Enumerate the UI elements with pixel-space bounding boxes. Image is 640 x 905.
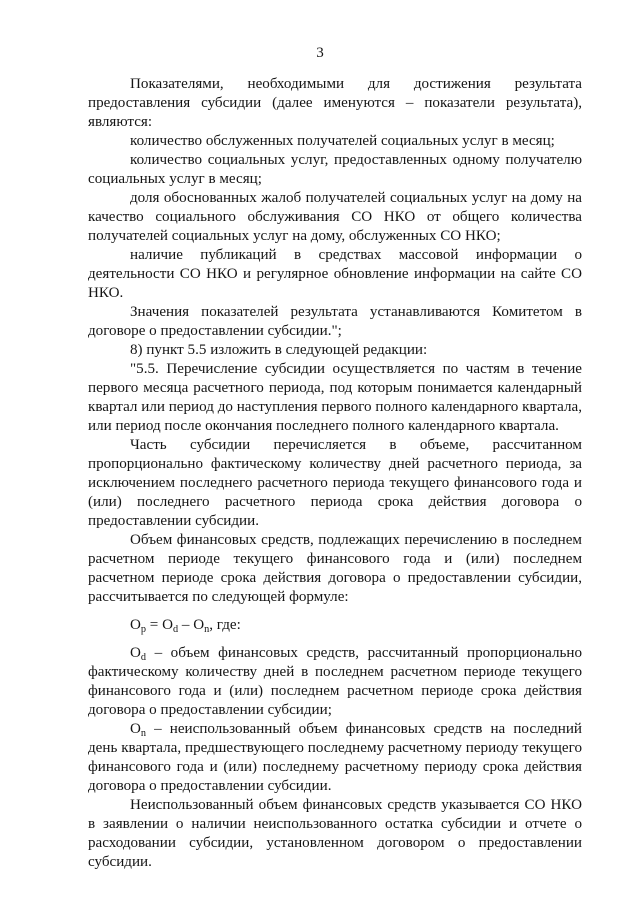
definition-on-sub: n	[140, 728, 147, 740]
paragraph-subsidy-part: Часть субсидии перечисляется в объеме, рассчитанном пропорционально фактическому количеству дней расчетного периода, за исключением последнего расчетного периода текущего финансового года и (или) последнего расчетного периода срока действия договора о предоставлении субсидии.	[88, 437, 582, 529]
paragraph-indicator-1: количество обслуженных получателей социальных услуг в месяц;	[130, 133, 555, 149]
paragraph-funds-volume: Объем финансовых средств, подлежащих перечислению в последнем расчетном периоде текущего финансового года и (или) последнем расчетном периоде срока действия договора о предоставлении субсидии, рассчитывается по следующей формуле:	[88, 532, 582, 605]
definition-on-symbol: O	[130, 721, 141, 737]
formula-o-n: O	[193, 617, 205, 633]
paragraph-indicator-values: Значения показателей результата устанавливаются Комитетом в договоре о предоставлении субсидии.";	[88, 304, 582, 339]
paragraph-indicator-2: количество социальных услуг, предоставленных одному получателю социальных услуг в месяц;	[88, 152, 582, 187]
paragraph-indicator-4: наличие публикаций в средствах массовой информации о деятельности СО НКО и регулярное обновление информации на сайте СО НКО.	[88, 247, 582, 301]
paragraph-item-8: 8) пункт 5.5 изложить в следующей редакции:	[130, 342, 428, 358]
formula-equals: =	[146, 617, 163, 633]
definition-od-sub: d	[140, 652, 147, 664]
definition-on	[88, 720, 582, 796]
paragraph-unused-funds: Неиспользованный объем финансовых средств указывается СО НКО в заявлении о наличии неиспользованного остатка субсидии и отчете о расходовании субсидии, установленном договором о предоставлении субсидии.	[88, 797, 582, 870]
formula-sub-n: n	[204, 624, 210, 636]
formula-o-p: O	[130, 617, 141, 633]
paragraph-indicators-intro: Показателями, необходимыми для достижения результата предоставления субсидии (далее именуются – показатели результата), являются:	[88, 76, 582, 130]
document-body	[88, 0, 582, 872]
paragraph-indicator-3: доля обоснованных жалоб получателей социальных услуг на дому на качество социального обслуживания СО НКО от общего количества получателей социальных услуг на дому, обслуженных СО НКО;	[88, 190, 582, 244]
definition-od	[88, 644, 582, 720]
definition-od-text: – объем финансовых средств, рассчитанный пропорционально фактическому количеству дней в последнем расчетном периоде текущего финансового года и (или) последнем расчетном периоде срока действия договора о предоставлении субсидии;	[88, 645, 582, 718]
definition-on-text: – неиспользованный объем финансовых средств на последний день квартала, предшествующего последнему расчетному периоду текущего финансового года и (или) последнему расчетному периоду срока действия договора о предоставлении субсидии.	[88, 721, 582, 794]
formula-sub-p: p	[140, 624, 147, 636]
page-number: 3	[316, 45, 324, 61]
paragraph-clause-5-5: "5.5. Перечисление субсидии осуществляется по частям в течение первого месяца расчетного периода, под которым понимается календарный квартал или период до наступления первого полного календарного квартала, или период после окончания последнего полного календарного квартала.	[88, 361, 582, 434]
formula-minus: –	[178, 617, 194, 633]
definition-od-symbol: O	[130, 645, 141, 661]
formula-sub-d: d	[173, 624, 179, 636]
formula-tail: , где:	[209, 617, 241, 633]
formula-o-d: O	[162, 617, 173, 633]
formula	[88, 616, 582, 635]
